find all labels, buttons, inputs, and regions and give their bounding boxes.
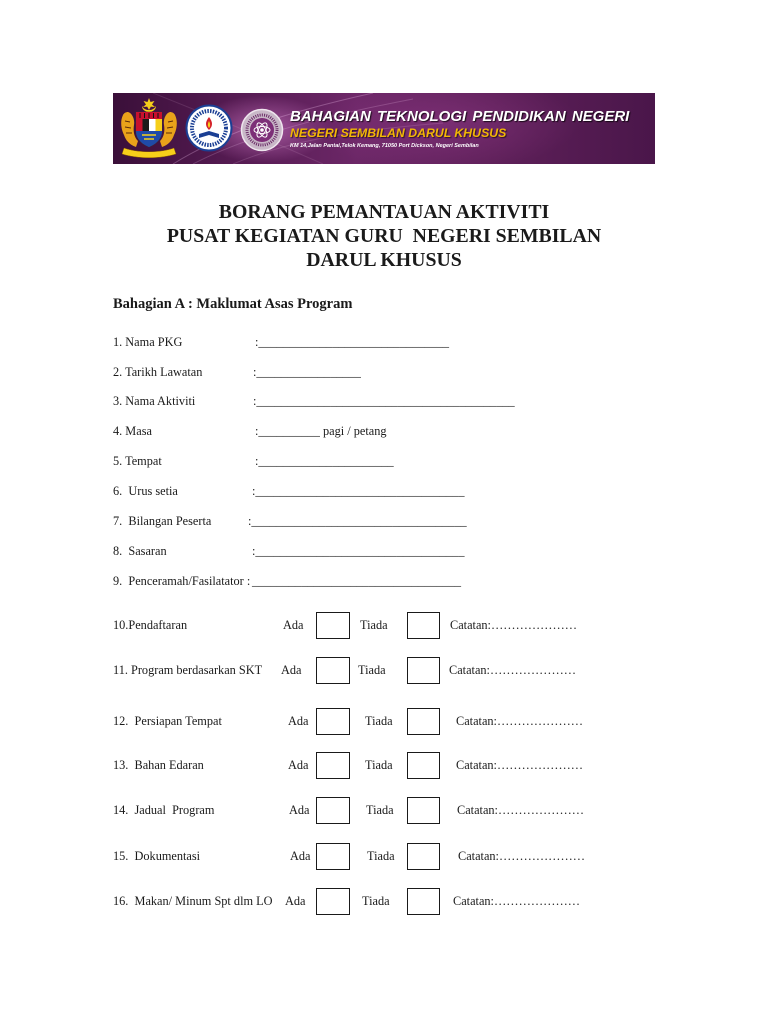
field-blank: :_________________ <box>253 365 361 379</box>
field-row-masa <box>113 424 543 438</box>
ada-label: Ada <box>288 714 309 728</box>
tiada-label: Tiada <box>367 849 395 863</box>
field-row-nama-aktiviti <box>113 394 543 408</box>
catatan-field: Catatan:………………… <box>457 803 585 817</box>
field-label: 1. Nama PKG <box>113 335 183 349</box>
header-address: KM 14,Jalan Pantai,Telok Kemang, 71050 Port Dickson, Negeri Sembilan <box>290 143 479 149</box>
checklist-row-jadual-program <box>113 797 603 824</box>
field-label: 9. Penceramah/Fasilatator : <box>113 574 251 588</box>
catatan-field: Catatan:………………… <box>450 618 578 632</box>
checklist-row-persiapan-tempat <box>113 708 603 735</box>
ada-checkbox <box>316 843 350 870</box>
tiada-label: Tiada <box>360 618 388 632</box>
ministry-logo-icon <box>185 104 233 152</box>
header-title: BAHAGIAN TEKNOLOGI PENDIDIKAN NEGERI <box>290 108 630 125</box>
tiada-label: Tiada <box>365 758 393 772</box>
catatan-field: Catatan:………………… <box>456 758 584 772</box>
field-label: 6. Urus setia <box>113 484 178 498</box>
tiada-checkbox <box>407 752 440 779</box>
checklist-label: 15. Dokumentasi <box>113 849 201 863</box>
field-row-tarikh-lawatan <box>113 365 543 379</box>
checklist-row-dokumentasi <box>113 843 603 870</box>
field-row-penceramah <box>113 574 543 588</box>
field-label: 3. Nama Aktiviti <box>113 394 196 408</box>
field-blank: :__________ pagi / petang <box>255 424 387 438</box>
field-row-bilangan-peserta <box>113 514 543 528</box>
tiada-checkbox <box>407 888 440 915</box>
field-blank: :__________________________________ <box>252 544 465 558</box>
ada-checkbox <box>316 657 350 684</box>
field-label: 5. Tempat <box>113 454 162 468</box>
tiada-label: Tiada <box>366 803 394 817</box>
ada-checkbox <box>316 888 350 915</box>
checklist-label: 12. Persiapan Tempat <box>113 714 222 728</box>
field-row-sasaran <box>113 544 543 558</box>
header-subtitle: NEGERI SEMBILAN DARUL KHUSUS <box>290 126 507 140</box>
field-blank: :__________________________________________ <box>253 394 515 408</box>
catatan-field: Catatan:………………… <box>456 714 584 728</box>
field-blank: :___________________________________ <box>248 514 467 528</box>
tiada-checkbox <box>407 843 440 870</box>
catatan-field: Catatan:………………… <box>449 663 577 677</box>
checklist-row-pendaftaran <box>113 612 603 639</box>
header-banner <box>113 93 655 164</box>
checklist-label: 16. Makan/ Minum Spt dlm LO <box>113 894 273 908</box>
tiada-label: Tiada <box>365 714 393 728</box>
checklist-row-program-skt <box>113 657 603 684</box>
tiada-label: Tiada <box>362 894 390 908</box>
catatan-field: Catatan:………………… <box>453 894 581 908</box>
form-title-line-1: BORANG PEMANTAUAN AKTIVITI <box>218 201 550 223</box>
checklist-label: 11. Program berdasarkan SKT <box>113 663 263 677</box>
ada-checkbox <box>316 612 350 639</box>
ada-checkbox <box>316 752 350 779</box>
ada-checkbox <box>316 797 350 824</box>
form-title-line-2: PUSAT KEGIATAN GURU NEGERI SEMBILAN <box>166 225 602 247</box>
ada-label: Ada <box>289 803 310 817</box>
field-row-tempat <box>113 454 543 468</box>
ada-label: Ada <box>281 663 302 677</box>
btpn-logo-icon <box>240 108 284 152</box>
field-label: 8. Sasaran <box>113 544 167 558</box>
checklist-label: 10.Pendaftaran <box>113 618 188 632</box>
field-blank: __________________________________ <box>252 574 462 588</box>
ada-label: Ada <box>283 618 304 632</box>
tiada-checkbox <box>407 708 440 735</box>
field-blank: :______________________ <box>255 454 394 468</box>
section-a-heading: Bahagian A : Maklumat Asas Program <box>113 296 353 312</box>
checklist-row-bahan-edaran <box>113 752 603 779</box>
checklist-row-makan-minum <box>113 888 603 915</box>
field-label: 4. Masa <box>113 424 152 438</box>
checklist-label: 14. Jadual Program <box>113 803 215 817</box>
coat-of-arms-icon <box>120 97 178 159</box>
tiada-checkbox <box>407 612 440 639</box>
checklist-label: 13. Bahan Edaran <box>113 758 204 772</box>
ada-label: Ada <box>290 849 311 863</box>
field-blank: :__________________________________ <box>252 484 465 498</box>
tiada-label: Tiada <box>358 663 386 677</box>
field-label: 2. Tarikh Lawatan <box>113 365 203 379</box>
field-label: 7. Bilangan Peserta <box>113 514 212 528</box>
ada-label: Ada <box>288 758 309 772</box>
tiada-checkbox <box>407 797 440 824</box>
tiada-checkbox <box>407 657 440 684</box>
catatan-field: Catatan:………………… <box>458 849 586 863</box>
field-row-nama-pkg <box>113 335 543 349</box>
ada-label: Ada <box>285 894 306 908</box>
form-title-line-3: DARUL KHUSUS <box>306 249 462 271</box>
field-row-urus-setia <box>113 484 543 498</box>
ada-checkbox <box>316 708 350 735</box>
field-blank: :_______________________________ <box>255 335 450 349</box>
